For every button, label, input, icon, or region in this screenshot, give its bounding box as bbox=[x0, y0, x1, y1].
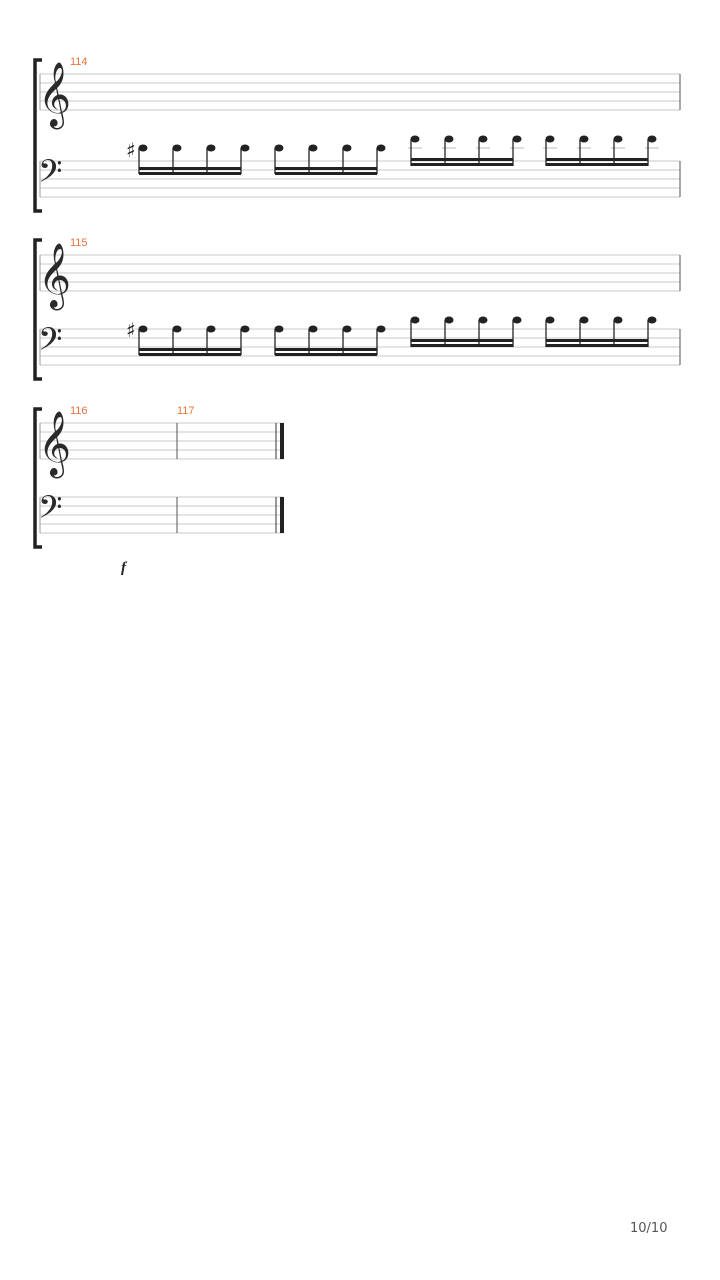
note-head bbox=[173, 145, 182, 152]
note-head bbox=[411, 136, 420, 143]
note-head bbox=[207, 145, 216, 152]
beam bbox=[411, 339, 513, 342]
note-head bbox=[139, 145, 148, 152]
sixteenth-note-group bbox=[546, 317, 657, 348]
note-head bbox=[377, 326, 386, 333]
sharp-icon: ♯ bbox=[126, 318, 136, 342]
sixteenth-note-group bbox=[126, 318, 250, 356]
note-head bbox=[173, 326, 182, 333]
beam bbox=[139, 353, 241, 356]
note-head bbox=[546, 317, 555, 324]
bass-staff bbox=[38, 136, 680, 198]
treble-staff bbox=[38, 243, 680, 310]
note-head bbox=[648, 317, 657, 324]
measure-number: 116 bbox=[70, 405, 88, 417]
note-head bbox=[479, 136, 488, 143]
note-head bbox=[580, 317, 589, 324]
beam bbox=[546, 344, 648, 347]
bass-clef-icon: 𝄢 bbox=[38, 153, 63, 197]
measure-number: 117 bbox=[177, 405, 195, 417]
sixteenth-note-group bbox=[275, 326, 386, 357]
system-3 bbox=[35, 405, 284, 576]
note-head bbox=[309, 326, 318, 333]
beam bbox=[139, 167, 241, 170]
treble-staff bbox=[38, 411, 284, 478]
note-head bbox=[139, 326, 148, 333]
note-head bbox=[275, 326, 284, 333]
note-head bbox=[513, 317, 522, 324]
note-head bbox=[377, 145, 386, 152]
sharp-icon: ♯ bbox=[126, 138, 136, 162]
sixteenth-note-group bbox=[411, 317, 522, 348]
beam bbox=[275, 167, 377, 170]
note-head bbox=[207, 326, 216, 333]
measure-number: 114 bbox=[70, 56, 88, 68]
treble-staff bbox=[38, 62, 680, 129]
note-head bbox=[648, 136, 657, 143]
page-indicator: 10/10 bbox=[630, 1221, 668, 1236]
beam bbox=[411, 163, 513, 166]
sixteenth-note-group bbox=[126, 138, 250, 175]
note-head bbox=[580, 136, 589, 143]
system-1 bbox=[35, 56, 680, 211]
beam bbox=[411, 158, 513, 161]
final-barline-thick bbox=[280, 423, 284, 459]
beam bbox=[411, 344, 513, 347]
beam bbox=[546, 158, 648, 161]
note-head bbox=[343, 326, 352, 333]
beam bbox=[139, 172, 241, 175]
beam bbox=[546, 163, 648, 166]
note-head bbox=[445, 136, 454, 143]
bass-clef-icon: 𝄢 bbox=[38, 489, 63, 533]
note-head bbox=[546, 136, 555, 143]
beam bbox=[139, 348, 241, 351]
bass-staff bbox=[38, 489, 284, 533]
note-head bbox=[513, 136, 522, 143]
beam bbox=[275, 172, 377, 175]
final-barline-thick bbox=[280, 497, 284, 533]
beam bbox=[275, 348, 377, 351]
bass-clef-icon: 𝄢 bbox=[38, 321, 63, 365]
note-head bbox=[614, 136, 623, 143]
beam bbox=[275, 353, 377, 356]
treble-clef-icon: 𝄞 bbox=[38, 62, 72, 127]
note-head bbox=[241, 145, 250, 152]
treble-clef-icon: 𝄞 bbox=[38, 411, 72, 476]
note-head bbox=[411, 317, 420, 324]
note-head bbox=[275, 145, 284, 152]
note-head bbox=[445, 317, 454, 324]
note-head bbox=[309, 145, 318, 152]
beam bbox=[546, 339, 648, 342]
note-head bbox=[241, 326, 250, 333]
note-head bbox=[343, 145, 352, 152]
measure-number: 115 bbox=[70, 237, 88, 249]
dynamic-marking: f bbox=[121, 560, 126, 576]
note-head bbox=[479, 317, 488, 324]
system-2 bbox=[35, 237, 680, 379]
note-head bbox=[614, 317, 623, 324]
bass-staff bbox=[38, 317, 680, 366]
treble-clef-icon: 𝄞 bbox=[38, 243, 72, 308]
